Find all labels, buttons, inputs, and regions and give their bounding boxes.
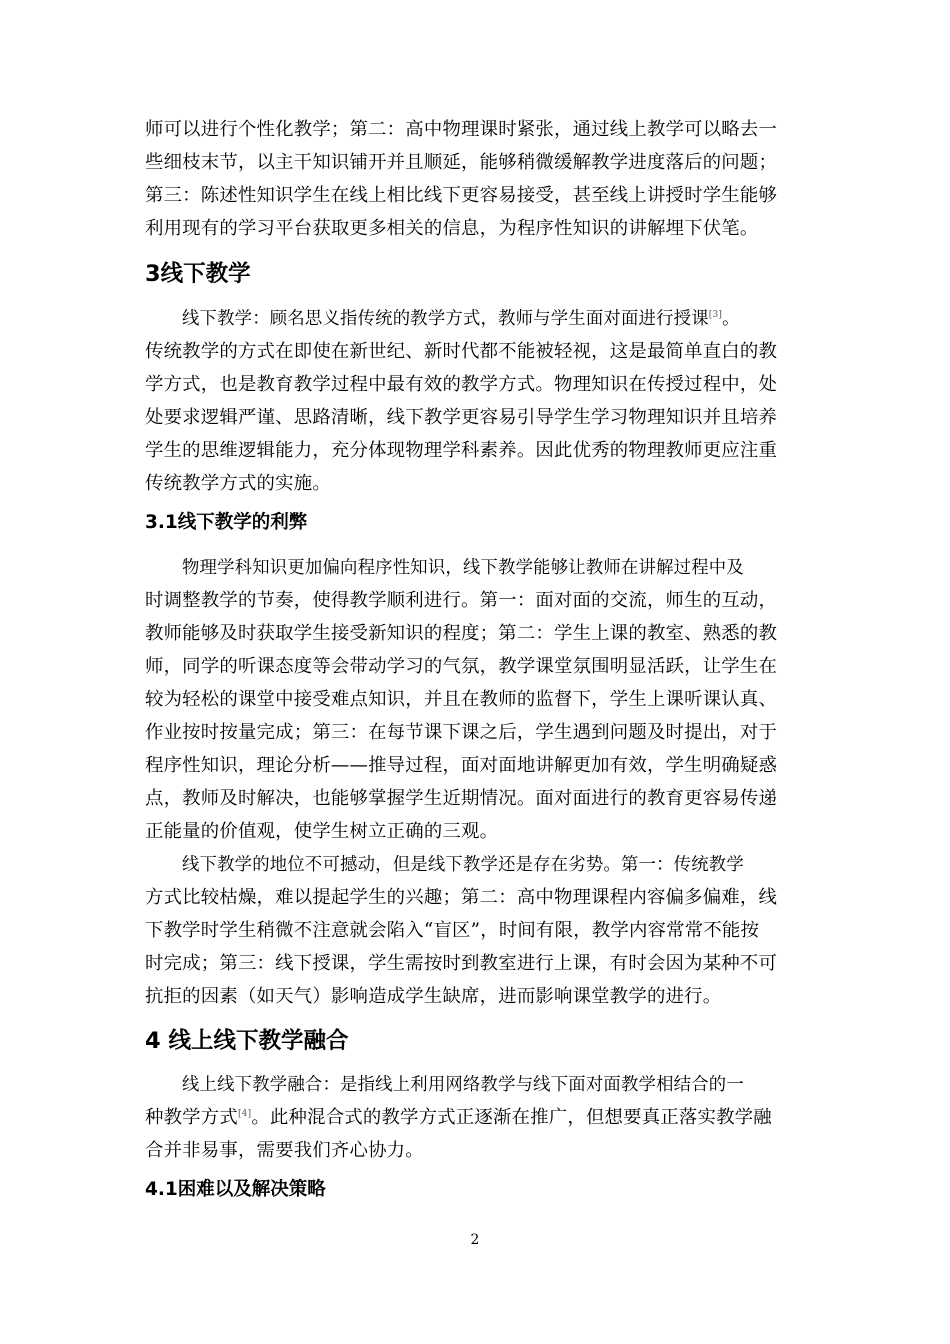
section-3-heading: 3线下教学 — [145, 261, 251, 287]
section-3-line-1-end: 。 — [722, 309, 740, 329]
intro-line-4: 利用现有的学习平台获取更多相关的信息，为程序性知识的讲解埋下伏笔。 — [145, 218, 759, 239]
section-3-line-1-text: 线下教学：顾名思义指传统的教学方式，教师与学生面对面进行授课 — [182, 309, 709, 329]
section-3-1-p1-line-2: 时调整教学的节奏，使得教学顺利进行。第一：面对面的交流，师生的互动， — [145, 590, 778, 611]
section-4-1-heading: 4.1困难以及解决策略 — [145, 1179, 326, 1200]
section-3-1-p2-line-3: 下教学时学生稍微不注意就会陷入“盲区”，时间有限，教学内容常常不能按 — [145, 920, 760, 941]
section-3-1-heading: 3.1线下教学的利弊 — [145, 512, 308, 533]
section-4-line-3: 合并非易事，需要我们齐心协力。 — [145, 1140, 424, 1161]
section-3-line-4: 处要求逻辑严谨、思路清晰，线下教学更容易引导学生学习物理知识并且培养 — [145, 407, 778, 428]
section-3-1-p1-line-1: 物理学科知识更加偏向程序性知识，线下教学能够让教师在讲解过程中及 — [182, 558, 744, 578]
section-3-1-p1-line-4: 师，同学的听课态度等会带动学习的气氛，教学课堂氛围明显活跃，让学生在 — [145, 656, 778, 677]
section-4-heading: 4 线上线下教学融合 — [145, 1028, 349, 1054]
section-3-line-6: 传统教学方式的实施。 — [145, 473, 331, 494]
section-3-1-p1-line-9: 正能量的价值观，使学生树立正确的三观。 — [145, 821, 499, 842]
intro-line-1: 师可以进行个性化教学；第二：高中物理课时紧张，通过线上教学可以略去一 — [145, 119, 778, 140]
section-3-1-p1-line-6: 作业按时按量完成；第三：在每节课下课之后，学生遇到问题及时提出，对于 — [145, 722, 778, 743]
section-4-line-2-text: 种教学方式 — [145, 1107, 238, 1128]
section-3-line-5: 学生的思维逻辑能力，充分体现物理学科素养。因此优秀的物理教师更应注重 — [145, 440, 778, 461]
section-3-1-p1-line-7: 程序性知识，理论分析——推导过程，面对面地讲解更加有效，学生明确疑惑 — [145, 755, 778, 776]
intro-line-2: 些细枝末节，以主干知识铺开并且顺延，能够稍微缓解教学进度落后的问题； — [145, 152, 778, 173]
section-3-1-p2-line-1: 线下教学的地位不可撼动，但是线下教学还是存在劣势。第一：传统教学 — [182, 855, 744, 875]
section-3-line-1 — [182, 307, 842, 331]
page-number: 2 — [470, 1232, 480, 1248]
section-3-1-p2-line-4: 时完成；第三：线下授课，学生需按时到教室进行上课，有时会因为某种不可 — [145, 953, 778, 974]
citation-4: [4] — [237, 1108, 252, 1119]
section-3-1-p2-line-2: 方式比较枯燥，难以提起学生的兴趣；第二：高中物理课程内容偏多偏难，线 — [145, 887, 778, 908]
section-4-line-2 — [145, 1106, 805, 1130]
section-4-line-1: 线上线下教学融合：是指线上利用网络教学与线下面对面教学相结合的一 — [182, 1075, 744, 1095]
section-3-1-p2-line-5: 抗拒的因素（如天气）影响造成学生缺席，进而影响课堂教学的进行。 — [145, 986, 722, 1007]
section-3-1-p1-line-3: 教师能够及时获取学生接受新知识的程度；第二：学生上课的教室、熟悉的教 — [145, 623, 778, 644]
intro-line-3: 第三：陈述性知识学生在线上相比线下更容易接受，甚至线上讲授时学生能够 — [145, 185, 778, 206]
section-3-line-2: 传统教学的方式在即使在新世纪、新时代都不能被轻视，这是最简单直白的教 — [145, 341, 778, 362]
section-4-line-2-end: 。此种混合式的教学方式正逐渐在推广，但想要真正落实教学融 — [251, 1107, 772, 1128]
section-3-1-p1-line-8: 点，教师及时解决，也能够掌握学生近期情况。面对面进行的教育更容易传递 — [145, 788, 778, 809]
section-3-1-p1-line-5: 较为轻松的课堂中接受难点知识，并且在教师的监督下，学生上课听课认真、 — [145, 689, 778, 710]
section-3-line-3: 学方式，也是教育教学过程中最有效的教学方式。物理知识在传授过程中，处 — [145, 374, 778, 395]
citation-3: [3] — [708, 310, 723, 321]
